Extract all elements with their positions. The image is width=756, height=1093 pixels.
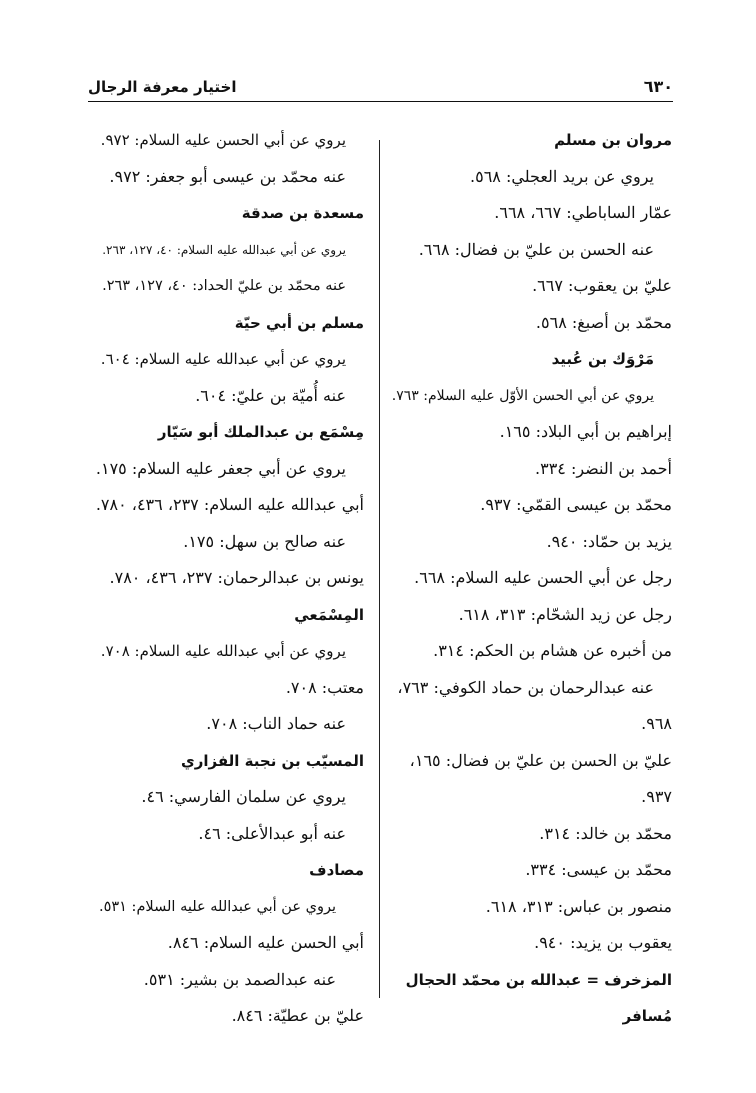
entry-line: عليّ بن عطيّة: ٨٤٦. — [231, 1006, 364, 1025]
entry-line: عنه عبدالرحمان بن حماد الكوفي: ٧٦٣، — [397, 677, 654, 697]
entry-line: يونس بن عبدالرحمان: ٢٣٧، ٤٣٦، ٧٨٠. — [109, 568, 364, 587]
entry-line: أبي الحسن عليه السلام: ٨٤٦. — [167, 933, 364, 952]
entry-line: يروي عن أبي عبدالله عليه السلام: ٧٠٨. — [100, 642, 346, 660]
entry-line: يروي عن أبي جعفر عليه السلام: ١٧٥. — [95, 458, 346, 478]
entry-line: يروي عن أبي عبدالله عليه السلام: ٥٣١. — [98, 898, 336, 915]
column-divider — [379, 140, 380, 998]
entry-line: عنه محمّد بن عليّ الحداد: ٤٠، ١٢٧، ٢٦٣. — [102, 278, 346, 294]
entry-heading: مروان بن مسلم — [554, 131, 672, 149]
entry-heading: مُسافر — [622, 1007, 672, 1025]
page-header — [88, 66, 673, 96]
entry-line: يروي عن سلمان الفارسي: ٤٦. — [141, 787, 346, 806]
entry-line: يروي عن أبي عبدالله عليه السلام: ٤٠، ١٢٧، ٢٦٣. — [102, 242, 346, 257]
entry-line: محمّد بن أصبغ: ٥٦٨. — [535, 312, 672, 332]
running-title: اختيار معرفة الرجال — [88, 78, 237, 96]
entry-line: عنه حماد الناب: ٧٠٨. — [206, 714, 346, 733]
entry-heading: مِسْمَع بن عبدالملك أبو سَيّار — [157, 423, 364, 441]
entry-heading: المزخرف = عبدالله بن محمّد الحجال — [405, 970, 672, 989]
entry-heading: مسعدة بن صدقة — [241, 204, 364, 222]
entry-line: يزيد بن حمّاد: ٩٤٠. — [546, 531, 672, 551]
entry-line: يعقوب بن يزيد: ٩٤٠. — [534, 933, 672, 952]
entry-line: إبراهيم بن أبي البلاد: ١٦٥. — [499, 422, 672, 441]
header-rule — [88, 101, 673, 102]
entry-line: محمّد بن عيسى القمّي: ٩٣٧. — [480, 495, 672, 514]
entry-line: عنه الحسن بن عليّ بن فضال: ٦٦٨. — [418, 239, 654, 259]
entry-heading: مصادف — [309, 861, 364, 879]
entry-line: عمّار الساباطي: ٦٦٧، ٦٦٨. — [494, 203, 672, 222]
entry-line: محمّد بن خالد: ٣١٤. — [539, 823, 672, 843]
entry-line: يروي عن بريد العجلي: ٥٦٨. — [470, 166, 654, 186]
entry-line: أبي عبدالله عليه السلام: ٢٣٧، ٤٣٦، ٧٨٠. — [95, 495, 364, 514]
entry-line: عليّ بن الحسن بن عليّ بن فضال: ١٦٥، — [409, 750, 672, 770]
entry-line: معتب: ٧٠٨. — [285, 677, 364, 697]
entry-line: عليّ بن يعقوب: ٦٦٧. — [532, 276, 672, 295]
entry-heading: مَرْوَك بن عُبيد — [551, 350, 654, 368]
entry-line: يروي عن أبي الحسن عليه السلام: ٩٧٢. — [100, 131, 346, 149]
entry-line: أحمد بن النضر: ٣٣٤. — [535, 458, 672, 478]
entry-heading: مسلم بن أبي حيّة — [234, 313, 364, 332]
entry-line: رجل عن أبي الحسن عليه السلام: ٦٦٨. — [414, 568, 672, 587]
entry-heading: المسيّب بن نجبة الفزاري — [181, 751, 364, 770]
entry-line: عنه محمّد بن عيسى أبو جعفر: ٩٧٢. — [109, 166, 346, 186]
entry-line: ٩٦٨. — [641, 714, 672, 733]
right-column — [392, 122, 672, 1035]
entry-line: من أخبره عن هشام بن الحكم: ٣١٤. — [433, 641, 672, 660]
entry-line: عنه أبو عبدالأعلى: ٤٦. — [198, 823, 346, 843]
page-number: ٦٣٠ — [643, 77, 673, 96]
entry-line: عنه أُميّة بن عليّ: ٦٠٤. — [195, 385, 346, 405]
entry-line: منصور بن عباس: ٣١٣، ٦١٨. — [485, 896, 672, 916]
entry-heading: المِسْمَعي — [294, 605, 364, 624]
entry-line: يروي عن أبي الحسن الأوّل عليه السلام: ٧٦٣. — [391, 387, 654, 404]
left-column — [96, 122, 364, 1035]
entry-line: عنه صالح بن سهل: ١٧٥. — [183, 531, 346, 551]
entry-line: عنه عبدالصمد بن بشير: ٥٣١. — [143, 969, 336, 989]
entry-line: رجل عن زيد الشحّام: ٣١٣، ٦١٨. — [458, 604, 672, 624]
entry-line: محمّد بن عيسى: ٣٣٤. — [525, 860, 672, 879]
entry-line: ٩٣٧. — [641, 787, 672, 806]
entry-line: يروي عن أبي عبدالله عليه السلام: ٦٠٤. — [100, 350, 346, 368]
